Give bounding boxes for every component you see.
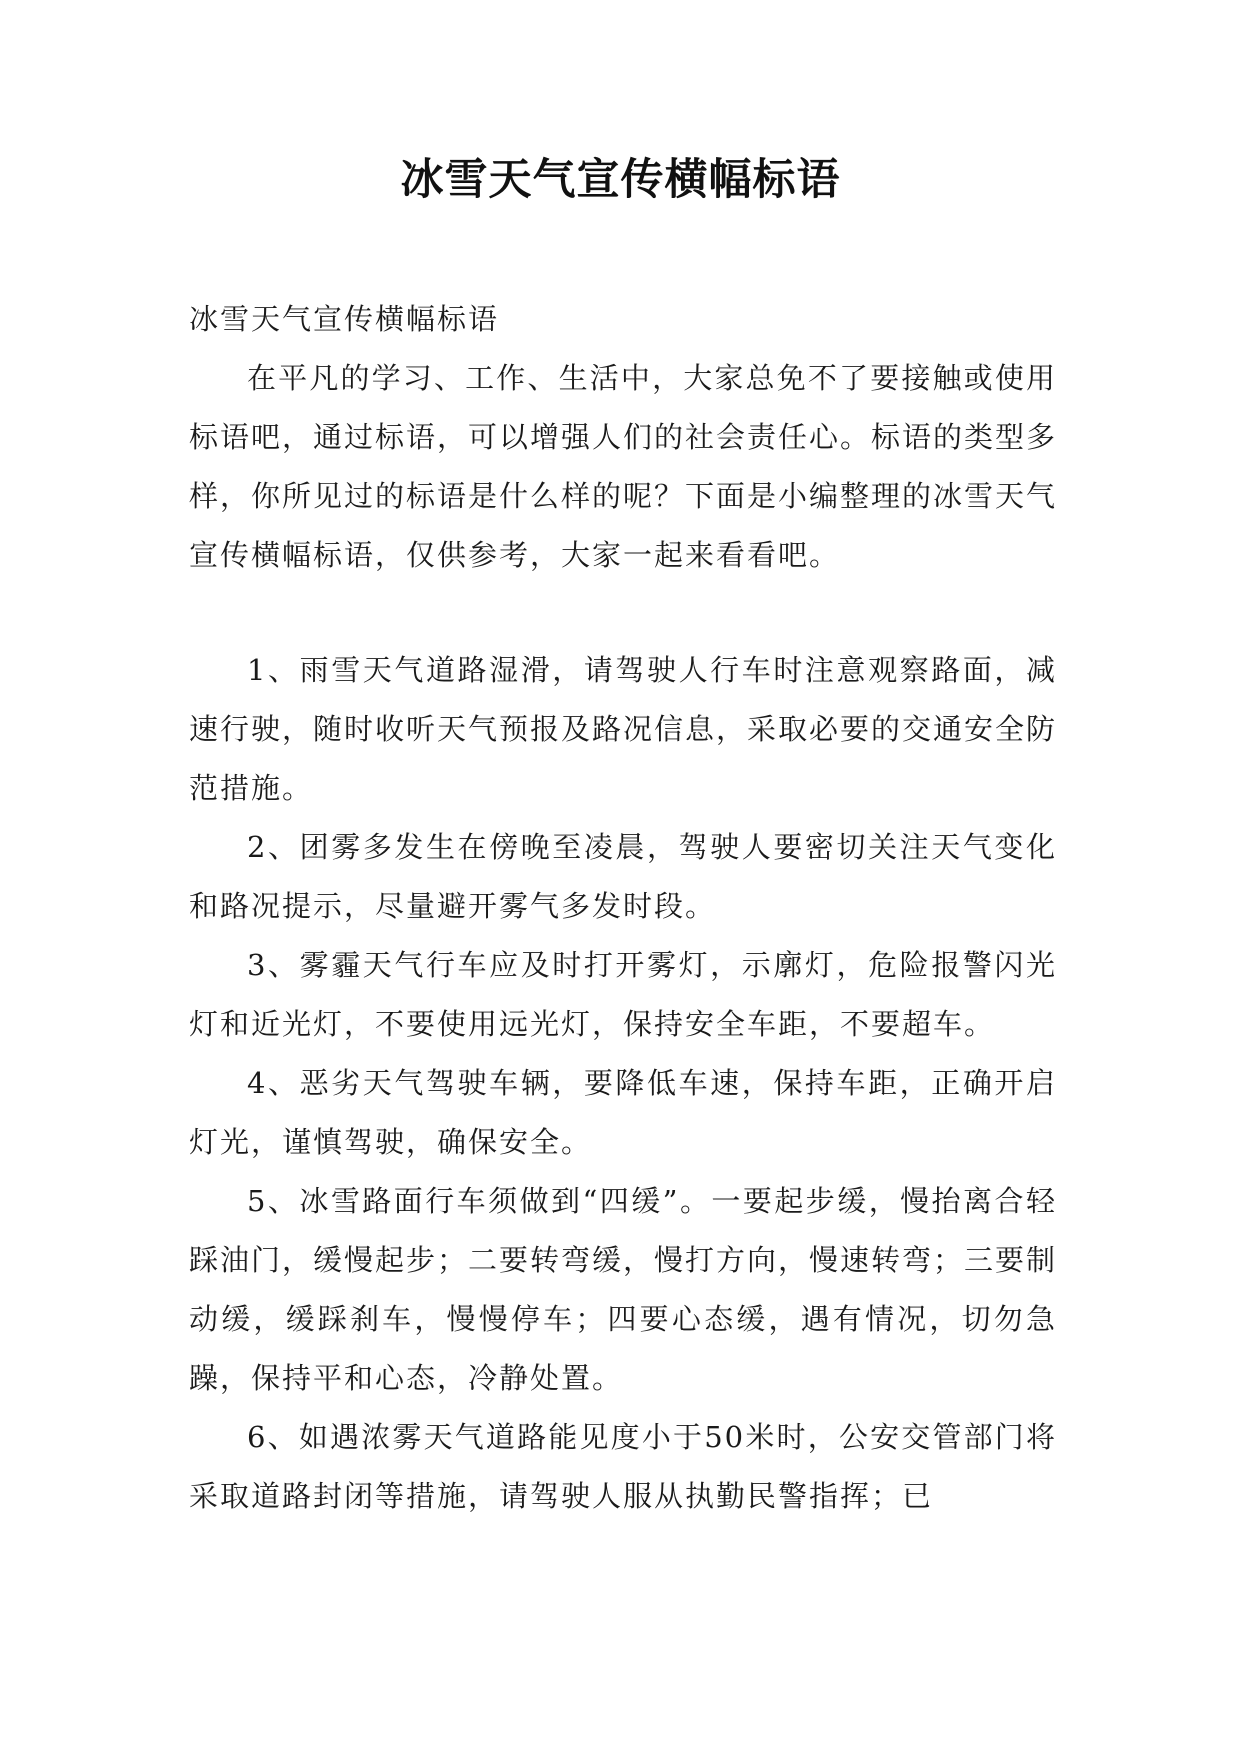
document-subtitle: 冰雪天气宣传横幅标语 xyxy=(189,302,500,336)
document-title: 冰雪天气宣传横幅标语 xyxy=(400,155,841,205)
intro-paragraph: 在平凡的学习、工作、生活中，大家总免不了要接触或使用标语吧，通过标语，可以增强人们的社会责任心。标语的类型多样，你所见过的标语是什么样的呢？下面是小编整理的冰雪天气宣传横幅标语，仅供参考，大家一起来看看吧。 xyxy=(189,361,1058,572)
slogan-item: 3、雾霾天气行车应及时打开雾灯，示廓灯，危险报警闪光灯和近光灯，不要使用远光灯，保持安全车距，不要超车。 xyxy=(189,948,1057,1041)
slogan-item: 1、雨雪天气道路湿滑，请驾驶人行车时注意观察路面，减速行驶，随时收听天气预报及路况信息，采取必要的交通安全防范措施。 xyxy=(189,653,1058,805)
slogan-item: 6、如遇浓雾天气道路能见度小于50米时，公安交管部门将采取道路封闭等措施，请驾驶人服从执勤民警指挥；已 xyxy=(189,1420,1057,1513)
slogan-item: 2、团雾多发生在傍晚至凌晨，驾驶人要密切关注天气变化和路况提示，尽量避开雾气多发时段。 xyxy=(189,830,1057,923)
slogan-item: 4、恶劣天气驾驶车辆，要降低车速，保持车距，正确开启灯光，谨慎驾驶，确保安全。 xyxy=(189,1066,1057,1159)
slogan-item: 5、冰雪路面行车须做到“四缓”。一要起步缓，慢抬离合轻踩油门，缓慢起步；二要转弯缓，慢打方向，慢速转弯；三要制动缓，缓踩刹车，慢慢停车；四要心态缓，遇有情况，切勿急躁，保持平和心态，冷静处置。 xyxy=(189,1184,1058,1395)
paragraph-spacer xyxy=(189,585,1057,641)
document-body xyxy=(189,290,1057,1526)
